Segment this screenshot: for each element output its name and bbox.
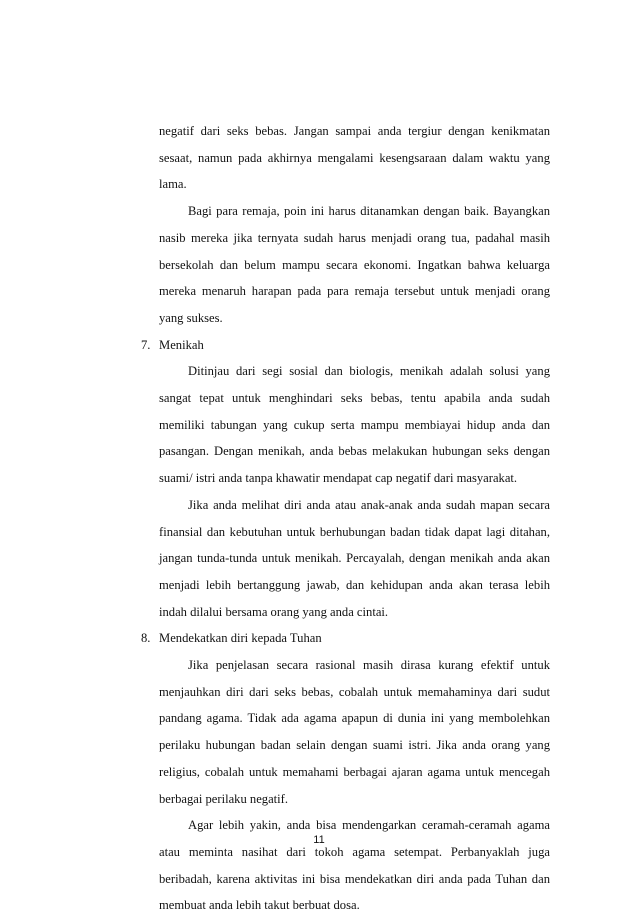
continuation-paragraph: negatif dari seks bebas. Jangan sampai anda tergiur dengan kenikmatan sesaat, namun pada akhirnya mengalami kesengsaraan dalam waktu yang lama. <box>159 124 550 192</box>
list-item-title: Mendekatkan diri kepada Tuhan <box>159 631 322 646</box>
page-body <box>141 118 550 919</box>
list-item-title: Menikah <box>159 337 204 352</box>
list-item-heading <box>141 332 550 359</box>
menikah-paragraph-2: Jika anda melihat diri anda atau anak-anak anda sudah mapan secara finansial dan kebutuhan untuk berhubungan badan tidak dapat lagi ditahan, jangan tunda-tunda untuk menikah. Percayalah, dengan menikah anda akan menjadi lebih bertanggung jawab, dan kehidupan anda akan terasa lebih indah dilalui bersama orang yang anda cintai. <box>159 497 550 619</box>
list-item-number: 8. <box>141 631 151 646</box>
tuhan-paragraph-2: Agar lebih yakin, anda bisa mendengarkan ceramah-ceramah agama atau meminta nasihat dari tokoh agama setempat. Perbanyaklah juga beribadah, karena aktivitas ini bisa mendekatkan diri anda pada Tuhan dan membuat anda lebih takut berbuat dosa. <box>159 818 550 913</box>
remaja-paragraph: Bagi para remaja, poin ini harus ditanamkan dengan baik. Bayangkan nasib mereka jika ternyata sudah harus menjadi orang tua, padahal masih bersekolah dan belum mampu secara ekonomi. Ingatkan bahwa keluarga mereka menaruh harapan pada para remaja tersebut untuk menjadi orang yang sukses. <box>159 204 550 325</box>
page-number: 11 <box>313 834 325 846</box>
tuhan-paragraph-1: Jika penjelasan secara rasional masih dirasa kurang efektif untuk menjauhkan diri dari seks bebas, cobalah untuk memahaminya dari sudut pandang agama. Tidak ada agama apapun di dunia ini yang membolehkan perilaku hubungan badan selain dengan suami istri. Jika anda orang yang religius, cobalah untuk memahami berbagai ajaran agama untuk mencegah berbagai perilaku negatif. <box>159 658 550 806</box>
menikah-paragraph-1: Ditinjau dari segi sosial dan biologis, menikah adalah solusi yang sangat tepat untuk menghindari seks bebas, tentu apabila anda sudah memiliki tabungan yang cukup serta mampu membiayai hidup anda dan pasangan. Dengan menikah, anda bebas melakukan hubungan seks dengan suami/ istri anda tanpa khawatir mendapat cap negatif dari masyarakat. <box>159 364 550 486</box>
list-item-number: 7. <box>141 337 151 352</box>
list-item-heading <box>141 625 550 652</box>
